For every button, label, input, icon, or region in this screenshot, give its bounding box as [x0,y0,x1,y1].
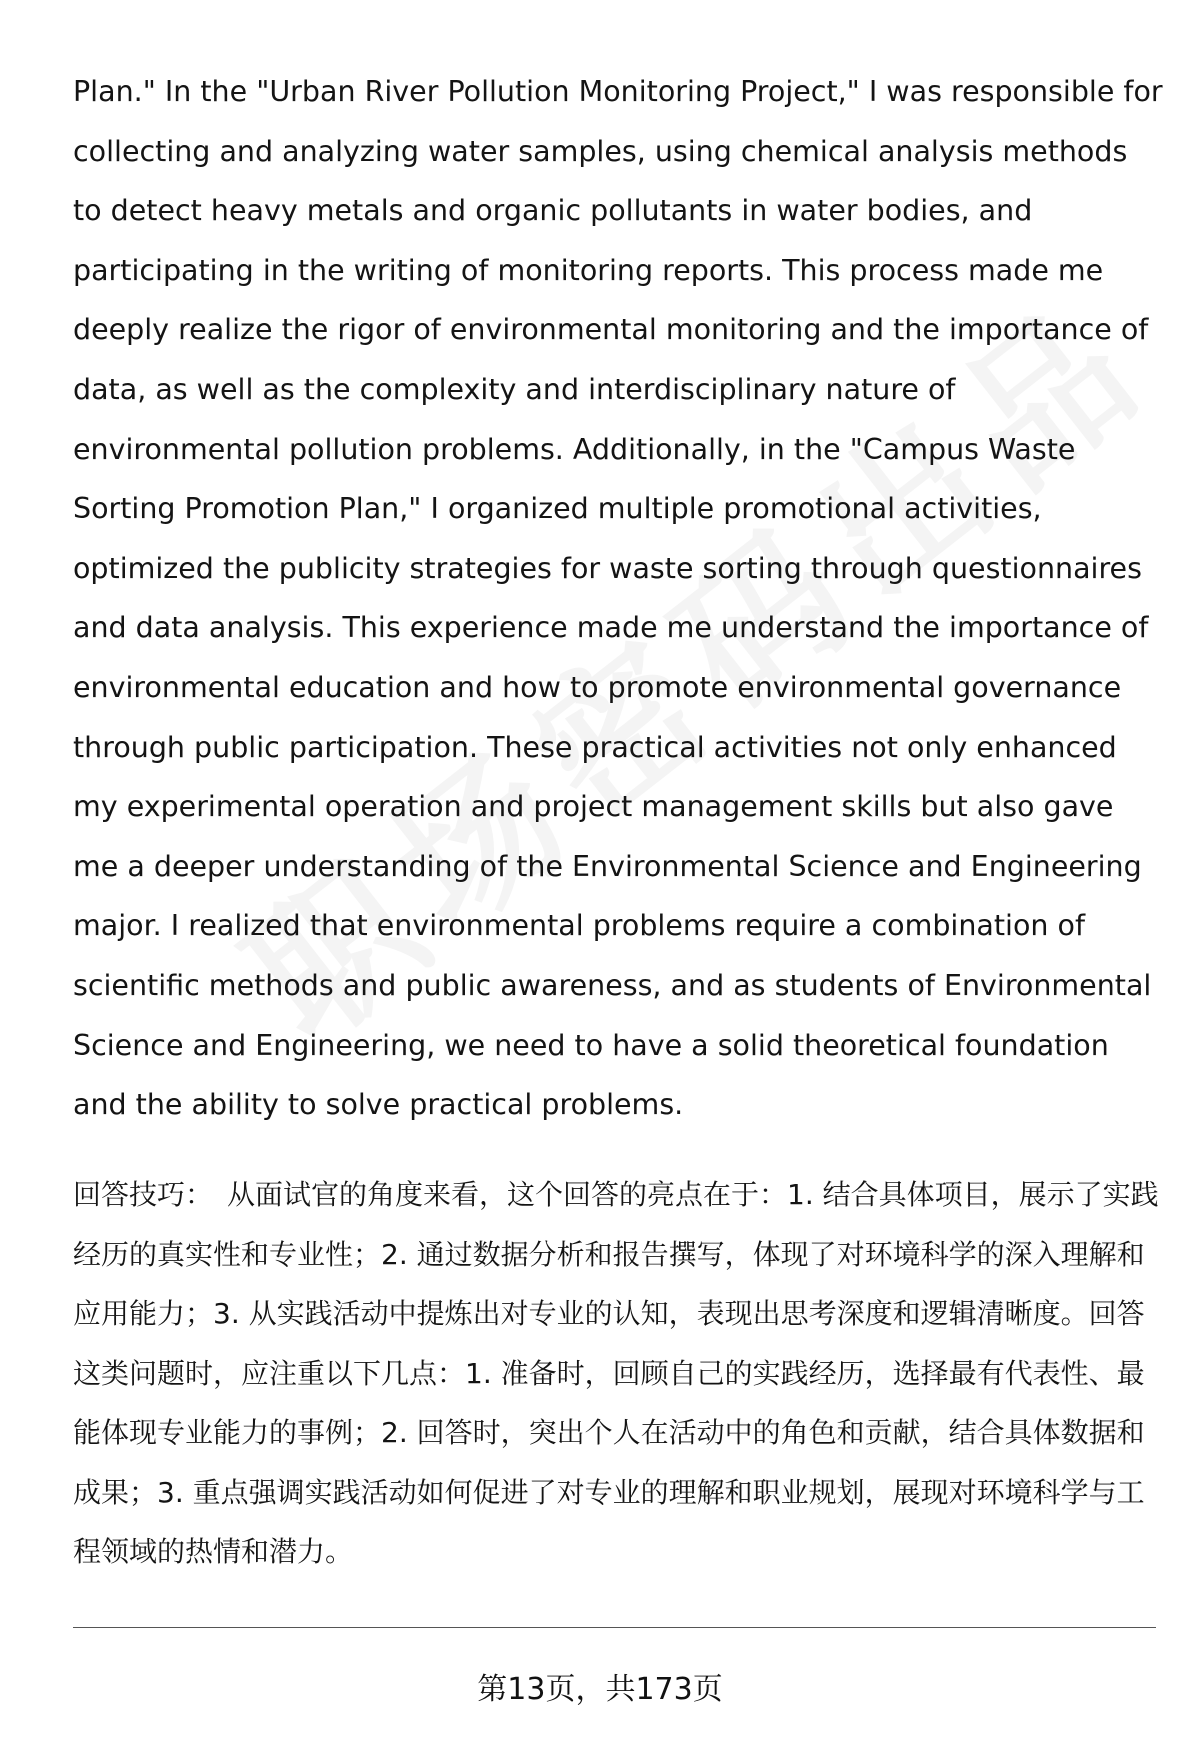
page-number: 第13页，共173页 [477,1672,723,1707]
footer-divider [73,1627,1156,1628]
answer-tips-paragraph [73,1165,1163,1582]
answer-paragraph: Plan." In the "Urban River Pollution Monitoring Project," I was responsible for collecting and analyzing water samples, using chemical analysis methods to detect heavy metals and organic pollutants in water bodies, and participating in the writing of monitoring reports. This process made me deeply realize the rigor of environmental monitoring and the importance of data, as well as the complexity and interdisciplinary nature of environmental pollution problems. Additionally, in the "Campus Waste Sorting Promotion Plan," I organized multiple promotional activities, optimized the publicity strategies for waste sorting through questionnaires and data analysis. This experience made me understand the importance of environmental education and how to promote environmental governance through public participation. These practical activities not only enhanced my experimental operation and project management skills but also gave me a deeper understanding of the Environmental Science and Engineering major. I realized that environmental problems require a combination of scientific methods and public awareness, and as students of Environmental Science and Engineering, we need to have a solid theoretical foundation and the ability to solve practical problems. [73,75,1163,1122]
tips-label: 回答技巧： [73,1178,214,1211]
tips-text: 从面试官的角度来看，这个回答的亮点在于：1. 结合具体项目，展示了实践经历的真实性和专业性；2. 通过数据分析和报告撰写，体现了对环境科学的深入理解和应用能力；3. 从实践活动中提炼出对专业的认知，表现出思考深度和逻辑清晰度。回答这类问题时，应注重以下几点：1. 准备时，回顾自己的实践经历，选择最有代表性、最能体现专业能力的事例；2. 回答时，突出个人在活动中的角色和贡献，结合具体数据和成果；3. 重点强调实践活动如何促进了对专业的理解和职业规划，展现对环境科学与工程领域的热情和潜力。 [73,1178,1159,1568]
